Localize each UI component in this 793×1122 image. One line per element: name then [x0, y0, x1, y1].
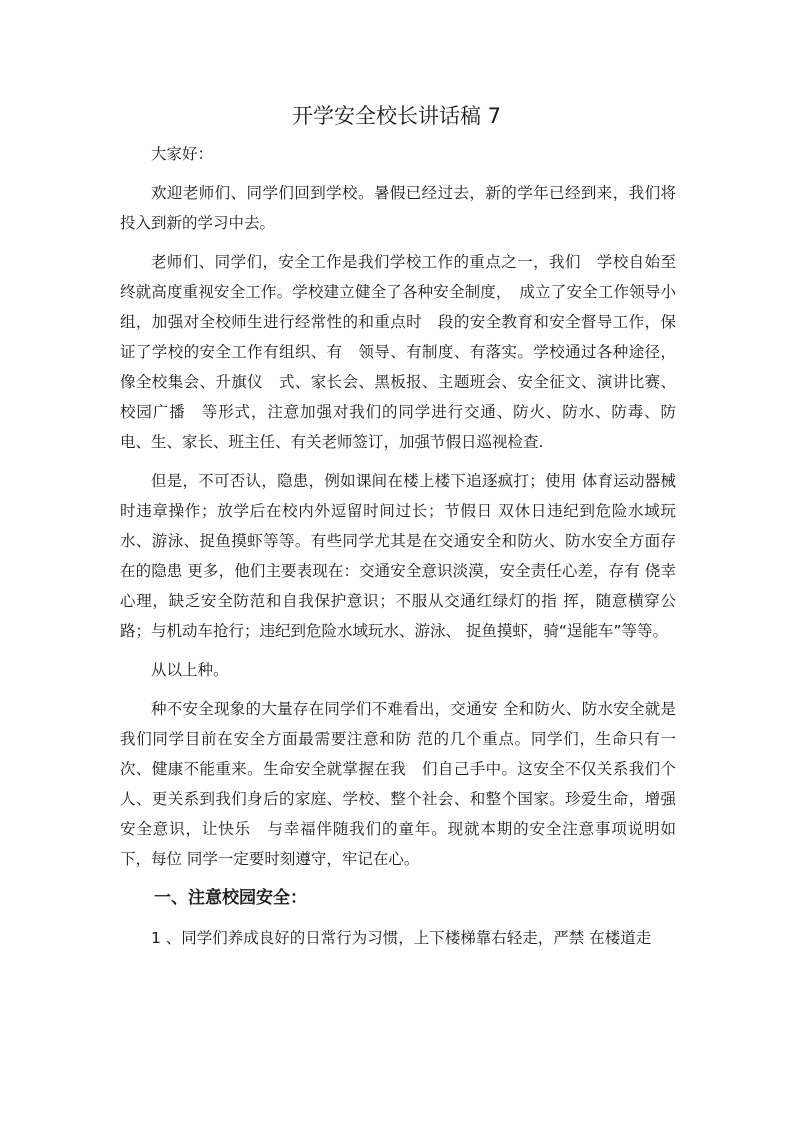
hazards-paragraph: 但是，不可否认，隐患，例如课间在楼上楼下追逐疯打；使用 体育运动器械时违章操作；放学后在校内外逗留时间过长；节假日 双休日违纪到危险水域玩水、游泳、捉鱼摸虾等等。有些同学尤其是在交通安全和防火、防水安全方面存在的隐患 更多，他们主要表现在：交通安全意识淡漠，安全责任心差，存有 侥幸心理，缺乏安全防范和自我保护意识；不服从交通红绿灯的指 挥，随意横穿公路；与机动车抢行；违纪到危险水域玩水、游泳、 捉鱼摸虾，骑“逞能车”等等。 [120, 472, 676, 640]
safety-work-paragraph: 老师们、同学们，安全工作是我们学校工作的重点之一，我们 学校自始至终就高度重视安全工作。学校建立健全了各种安全制度， 成立了安全工作领导小组，加强对全校师生进行经常性的和重点时 段的安全教育和安全督导工作，保证了学校的安全工作有组织、有 领导、有制度、有落实。学校通过各种途径，像全校集会、升旗仪 式、家长会、黑板报、主题班会、安全征文、演讲比赛、校园广播 等形式，注意加强对我们的同学进行交通、防火、防水、防毒、防 电、生、家长、班主任、有关老师签订，加强节假日巡视检查. [120, 253, 692, 451]
welcome-paragraph: 欢迎老师们、同学们回到学校。暑假已经过去，新的学年已经到来，我们将投入到新的学习中去。 [120, 184, 676, 232]
campus-safety-item-1: 1 、同学们养成良好的日常行为习惯，上下楼梯靠右轻走，严禁 在楼道走 [151, 929, 652, 947]
document-body [120, 139, 692, 953]
greeting-paragraph: 大家好： [151, 145, 214, 163]
summary-paragraph: 从以上种。 [151, 661, 229, 679]
page-title: 开学安全校长讲话稿 7 [291, 104, 502, 128]
priorities-paragraph: 种不安全现象的大量存在同学们不难看出，交通安 全和防火、防水安全就是我们同学目前在安全方面最需要注意和防 范的几个重点。同学们，生命只有一次、健康不能重来。生命安全就掌握在我 们自己手中。这安全不仅关系我们个人、更关系到我们身后的家庭、学校、整个社会、和整个国家。珍爱生命，增强安全意识，让快乐 与幸福伴随我们的童年。现就本期的安全注意事项说明如下，每位 同学一定要时刻遵守，牢记在心。 [120, 700, 676, 868]
section-heading-campus-safety: 一、注意校园安全： [154, 888, 307, 908]
